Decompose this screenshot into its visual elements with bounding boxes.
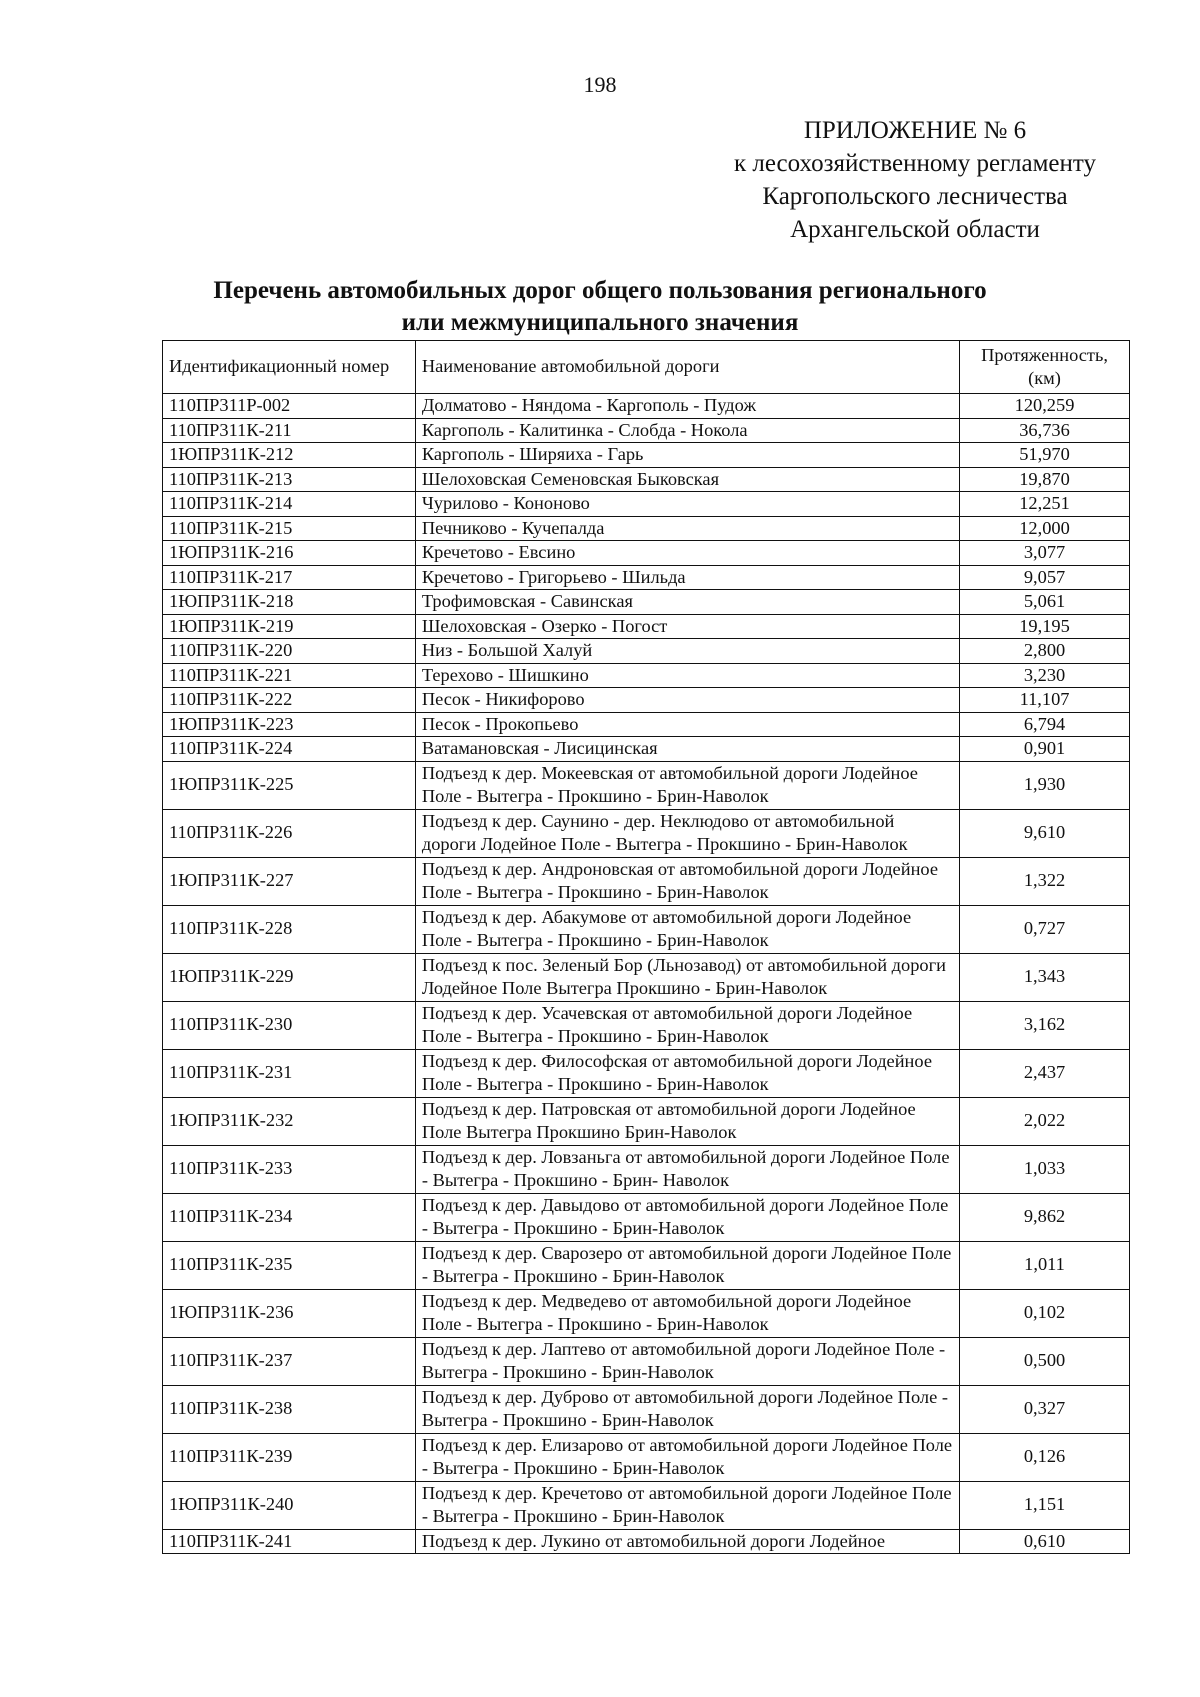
road-name-cell: Терехово - Шишкино — [415, 663, 959, 688]
road-id-cell: 110ПР311К-233 — [163, 1145, 416, 1193]
road-name-cell: Ватамановская - Лисицинская — [415, 737, 959, 762]
road-length-cell: 0,102 — [960, 1289, 1130, 1337]
road-name-cell: Подъезд к пос. Зеленый Бор (Льнозавод) от автомобильной дороги Лодейное Поле Вытегра Прокшино - Брин-Наволок — [415, 953, 959, 1001]
table-row — [163, 905, 1130, 953]
road-length-cell: 9,610 — [960, 809, 1130, 857]
road-name-cell: Подъезд к дер. Дуброво от автомобильной дороги Лодейное Поле - Вытегра - Прокшино - Брин-Наволок — [415, 1385, 959, 1433]
road-name-cell: Подъезд к дер. Давыдово от автомобильной дороги Лодейное Поле - Вытегра - Прокшино - Брин-Наволок — [415, 1193, 959, 1241]
road-length-cell: 0,901 — [960, 737, 1130, 762]
road-length-cell: 9,057 — [960, 565, 1130, 590]
table-row — [163, 663, 1130, 688]
road-length-cell: 3,230 — [960, 663, 1130, 688]
road-id-cell: 110ПР311К-241 — [163, 1529, 416, 1554]
road-id-cell: 1ЮПР311К-218 — [163, 590, 416, 615]
page-number: 198 — [583, 72, 617, 97]
road-id-cell: 110ПР311К-220 — [163, 639, 416, 664]
road-id-cell: 110ПР311К-230 — [163, 1001, 416, 1049]
road-name-cell: Каргополь - Ширяиха - Гарь — [415, 443, 959, 468]
road-name-cell: Песок - Никифорово — [415, 688, 959, 713]
document-title — [150, 275, 1050, 339]
roads-table — [162, 340, 1130, 1554]
road-id-cell: 110ПР311К-231 — [163, 1049, 416, 1097]
road-id-cell: 110ПР311К-238 — [163, 1385, 416, 1433]
road-id-cell: 110ПР311К-239 — [163, 1433, 416, 1481]
road-name-cell: Подъезд к дер. Саунино - дер. Неклюдово от автомобильной дороги Лодейное Поле - Вытегра - Прокшино - Брин-Наволок — [415, 809, 959, 857]
road-id-cell: 1ЮПР311К-216 — [163, 541, 416, 566]
road-length-cell: 1,930 — [960, 761, 1130, 809]
road-length-cell: 0,126 — [960, 1433, 1130, 1481]
table-row — [163, 737, 1130, 762]
table-row — [163, 1433, 1130, 1481]
table-row — [163, 953, 1130, 1001]
road-length-cell: 5,061 — [960, 590, 1130, 615]
road-name-cell: Чурилово - Кононово — [415, 492, 959, 517]
appendix-heading — [690, 114, 1140, 246]
appendix-line-3: Каргопольского лесничества — [762, 183, 1068, 210]
table-row — [163, 1049, 1130, 1097]
road-name-cell: Подъезд к дер. Медведево от автомобильной дороги Лодейное Поле - Вытегра - Прокшино - Брин-Наволок — [415, 1289, 959, 1337]
appendix-line-4: Архангельской области — [790, 216, 1040, 243]
appendix-line-1: ПРИЛОЖЕНИЕ № 6 — [803, 117, 1027, 144]
table-row — [163, 418, 1130, 443]
road-name-cell: Песок - Прокопьево — [415, 712, 959, 737]
road-length-cell: 0,500 — [960, 1337, 1130, 1385]
road-length-cell: 3,162 — [960, 1001, 1130, 1049]
road-id-cell: 110ПР311К-213 — [163, 467, 416, 492]
table-row — [163, 443, 1130, 468]
road-length-cell: 36,736 — [960, 418, 1130, 443]
road-name-cell: Подъезд к дер. Усачевская от автомобильной дороги Лодейное Поле - Вытегра - Прокшино - Брин-Наволок — [415, 1001, 959, 1049]
road-name-cell: Подъезд к дер. Лукино от автомобильной дороги Лодейное — [415, 1529, 959, 1554]
table-row — [163, 1241, 1130, 1289]
table-row — [163, 1385, 1130, 1433]
road-name-cell: Кречетово - Григорьево - Шильда — [415, 565, 959, 590]
road-id-cell: 1ЮПР311К-229 — [163, 953, 416, 1001]
road-name-cell: Кречетово - Евсино — [415, 541, 959, 566]
table-row — [163, 614, 1130, 639]
table-row — [163, 809, 1130, 857]
road-name-cell: Подъезд к дер. Абакумове от автомобильной дороги Лодейное Поле - Вытегра - Прокшино - Брин-Наволок — [415, 905, 959, 953]
table-row — [163, 1289, 1130, 1337]
road-name-cell: Подъезд к дер. Андроновская от автомобильной дороги Лодейное Поле - Вытегра - Прокшино - Брин-Наволок — [415, 857, 959, 905]
road-length-cell: 19,870 — [960, 467, 1130, 492]
road-name-cell: Каргополь - Калитинка - Слобда - Нокола — [415, 418, 959, 443]
road-name-cell: Печниково - Кучепалда — [415, 516, 959, 541]
road-id-cell: 1ЮПР311К-219 — [163, 614, 416, 639]
road-id-cell: 1ЮПР311К-236 — [163, 1289, 416, 1337]
road-id-cell: 110ПР311К-226 — [163, 809, 416, 857]
road-name-cell: Подъезд к дер. Мокеевская от автомобильной дороги Лодейное Поле - Вытегра - Прокшино - Брин-Наволок — [415, 761, 959, 809]
road-name-cell: Подъезд к дер. Патровская от автомобильной дороги Лодейное Поле Вытегра Прокшино Брин-Наволок — [415, 1097, 959, 1145]
road-id-cell: 110ПР311К-215 — [163, 516, 416, 541]
table-row — [163, 1193, 1130, 1241]
road-length-cell: 1,011 — [960, 1241, 1130, 1289]
road-id-cell: 1ЮПР311К-232 — [163, 1097, 416, 1145]
table-row — [163, 492, 1130, 517]
table-row — [163, 1097, 1130, 1145]
road-id-cell: 110ПР311К-237 — [163, 1337, 416, 1385]
road-name-cell: Подъезд к дер. Елизарово от автомобильной дороги Лодейное Поле - Вытегра - Прокшино - Брин-Наволок — [415, 1433, 959, 1481]
header-id: Идентификационный номер — [163, 341, 416, 394]
table-row — [163, 1337, 1130, 1385]
road-id-cell: 1ЮПР311К-223 — [163, 712, 416, 737]
table-row — [163, 712, 1130, 737]
road-id-cell: 1ЮПР311К-225 — [163, 761, 416, 809]
road-length-cell: 12,251 — [960, 492, 1130, 517]
road-length-cell: 2,437 — [960, 1049, 1130, 1097]
road-id-cell: 110ПР311К-222 — [163, 688, 416, 713]
road-length-cell: 1,343 — [960, 953, 1130, 1001]
table-header-row — [163, 341, 1130, 394]
road-id-cell: 1ЮПР311К-240 — [163, 1481, 416, 1529]
road-length-cell: 6,794 — [960, 712, 1130, 737]
table-row — [163, 516, 1130, 541]
table-row — [163, 590, 1130, 615]
road-name-cell: Трофимовская - Савинская — [415, 590, 959, 615]
road-length-cell: 1,033 — [960, 1145, 1130, 1193]
title-line-2: или межмуниципального значения — [401, 309, 799, 336]
road-length-cell: 1,322 — [960, 857, 1130, 905]
road-id-cell: 110ПР311К-217 — [163, 565, 416, 590]
road-id-cell: 110ПР311К-211 — [163, 418, 416, 443]
header-length: Протяженность, (км) — [960, 341, 1130, 394]
header-name: Наименование автомобильной дороги — [415, 341, 959, 394]
road-id-cell: 1ЮПР311К-227 — [163, 857, 416, 905]
road-name-cell: Подъезд к дер. Лаптево от автомобильной дороги Лодейное Поле - Вытегра - Прокшино - Брин-Наволок — [415, 1337, 959, 1385]
road-length-cell: 11,107 — [960, 688, 1130, 713]
road-id-cell: 110ПР311К-235 — [163, 1241, 416, 1289]
road-id-cell: 110ПР311К-224 — [163, 737, 416, 762]
table-row — [163, 1145, 1130, 1193]
road-id-cell: 110ПР311Р-002 — [163, 394, 416, 419]
road-length-cell: 0,727 — [960, 905, 1130, 953]
road-id-cell: 1ЮПР311К-212 — [163, 443, 416, 468]
table-row — [163, 541, 1130, 566]
road-length-cell: 9,862 — [960, 1193, 1130, 1241]
road-id-cell: 110ПР311К-221 — [163, 663, 416, 688]
road-name-cell: Шелоховская - Озерко - Погост — [415, 614, 959, 639]
road-name-cell: Подъезд к дер. Ловзаньга от автомобильной дороги Лодейное Поле - Вытегра - Прокшино - Брин- Наволок — [415, 1145, 959, 1193]
table-row — [163, 1001, 1130, 1049]
road-length-cell: 0,327 — [960, 1385, 1130, 1433]
table-body — [163, 394, 1130, 1554]
road-length-cell: 2,800 — [960, 639, 1130, 664]
road-name-cell: Подъезд к дер. Кречетово от автомобильной дороги Лодейное Поле - Вытегра - Прокшино - Брин-Наволок — [415, 1481, 959, 1529]
road-name-cell: Долматово - Няндома - Каргополь - Пудож — [415, 394, 959, 419]
road-length-cell: 51,970 — [960, 443, 1130, 468]
table-row — [163, 639, 1130, 664]
table-row — [163, 565, 1130, 590]
table-row — [163, 1529, 1130, 1554]
table-row — [163, 1481, 1130, 1529]
table-row — [163, 394, 1130, 419]
title-line-1: Перечень автомобильных дорог общего пользования регионального — [213, 277, 987, 304]
road-id-cell: 110ПР311К-214 — [163, 492, 416, 517]
appendix-line-2: к лесохозяйственному регламенту — [733, 150, 1097, 177]
table-row — [163, 857, 1130, 905]
road-name-cell: Подъезд к дер. Сварозеро от автомобильной дороги Лодейное Поле - Вытегра - Прокшино - Брин-Наволок — [415, 1241, 959, 1289]
table-row — [163, 688, 1130, 713]
road-length-cell: 2,022 — [960, 1097, 1130, 1145]
road-id-cell: 110ПР311К-234 — [163, 1193, 416, 1241]
road-length-cell: 3,077 — [960, 541, 1130, 566]
table-row — [163, 467, 1130, 492]
road-length-cell: 19,195 — [960, 614, 1130, 639]
road-id-cell: 110ПР311К-228 — [163, 905, 416, 953]
road-length-cell: 1,151 — [960, 1481, 1130, 1529]
road-length-cell: 0,610 — [960, 1529, 1130, 1554]
road-name-cell: Низ - Большой Халуй — [415, 639, 959, 664]
road-name-cell: Подъезд к дер. Философская от автомобильной дороги Лодейное Поле - Вытегра - Прокшино - Брин-Наволок — [415, 1049, 959, 1097]
road-length-cell: 120,259 — [960, 394, 1130, 419]
road-name-cell: Шелоховская Семеновская Быковская — [415, 467, 959, 492]
table-row — [163, 761, 1130, 809]
road-length-cell: 12,000 — [960, 516, 1130, 541]
